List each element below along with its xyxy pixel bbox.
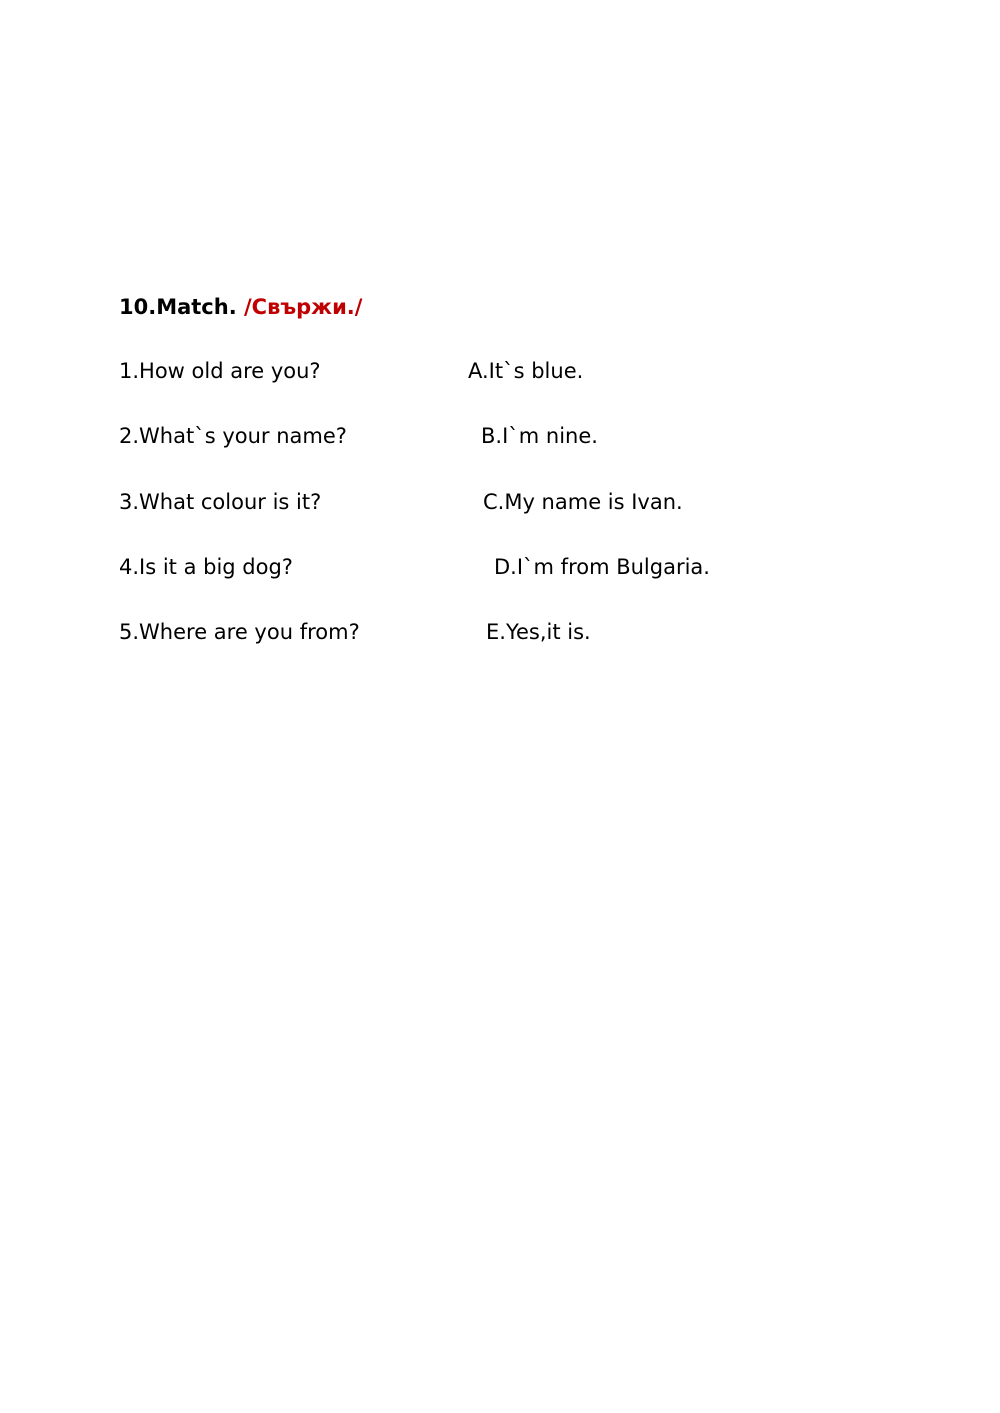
answer-d: D.I`m from Bulgaria.	[494, 555, 710, 579]
answer-e: E.Yes,it is.	[486, 620, 591, 644]
question-4: 4.Is it a big dog?	[119, 555, 293, 579]
exercise-title: 10.Match.	[119, 295, 237, 319]
exercise-title-translation: /Свържи./	[244, 295, 363, 319]
match-row-2	[0, 421, 1000, 451]
question-5: 5.Where are you from?	[119, 620, 360, 644]
question-3: 3.What colour is it?	[119, 490, 322, 514]
match-row-4	[0, 552, 1000, 582]
answer-c: C.My name is Ivan.	[483, 490, 683, 514]
answer-a: A.It`s blue.	[468, 359, 584, 383]
exercise-heading	[119, 292, 362, 322]
match-row-3	[0, 487, 1000, 517]
match-row-5	[0, 617, 1000, 647]
question-2: 2.What`s your name?	[119, 424, 347, 448]
answer-b: B.I`m nine.	[481, 424, 598, 448]
match-row-1	[0, 356, 1000, 386]
question-1: 1.How old are you?	[119, 359, 321, 383]
